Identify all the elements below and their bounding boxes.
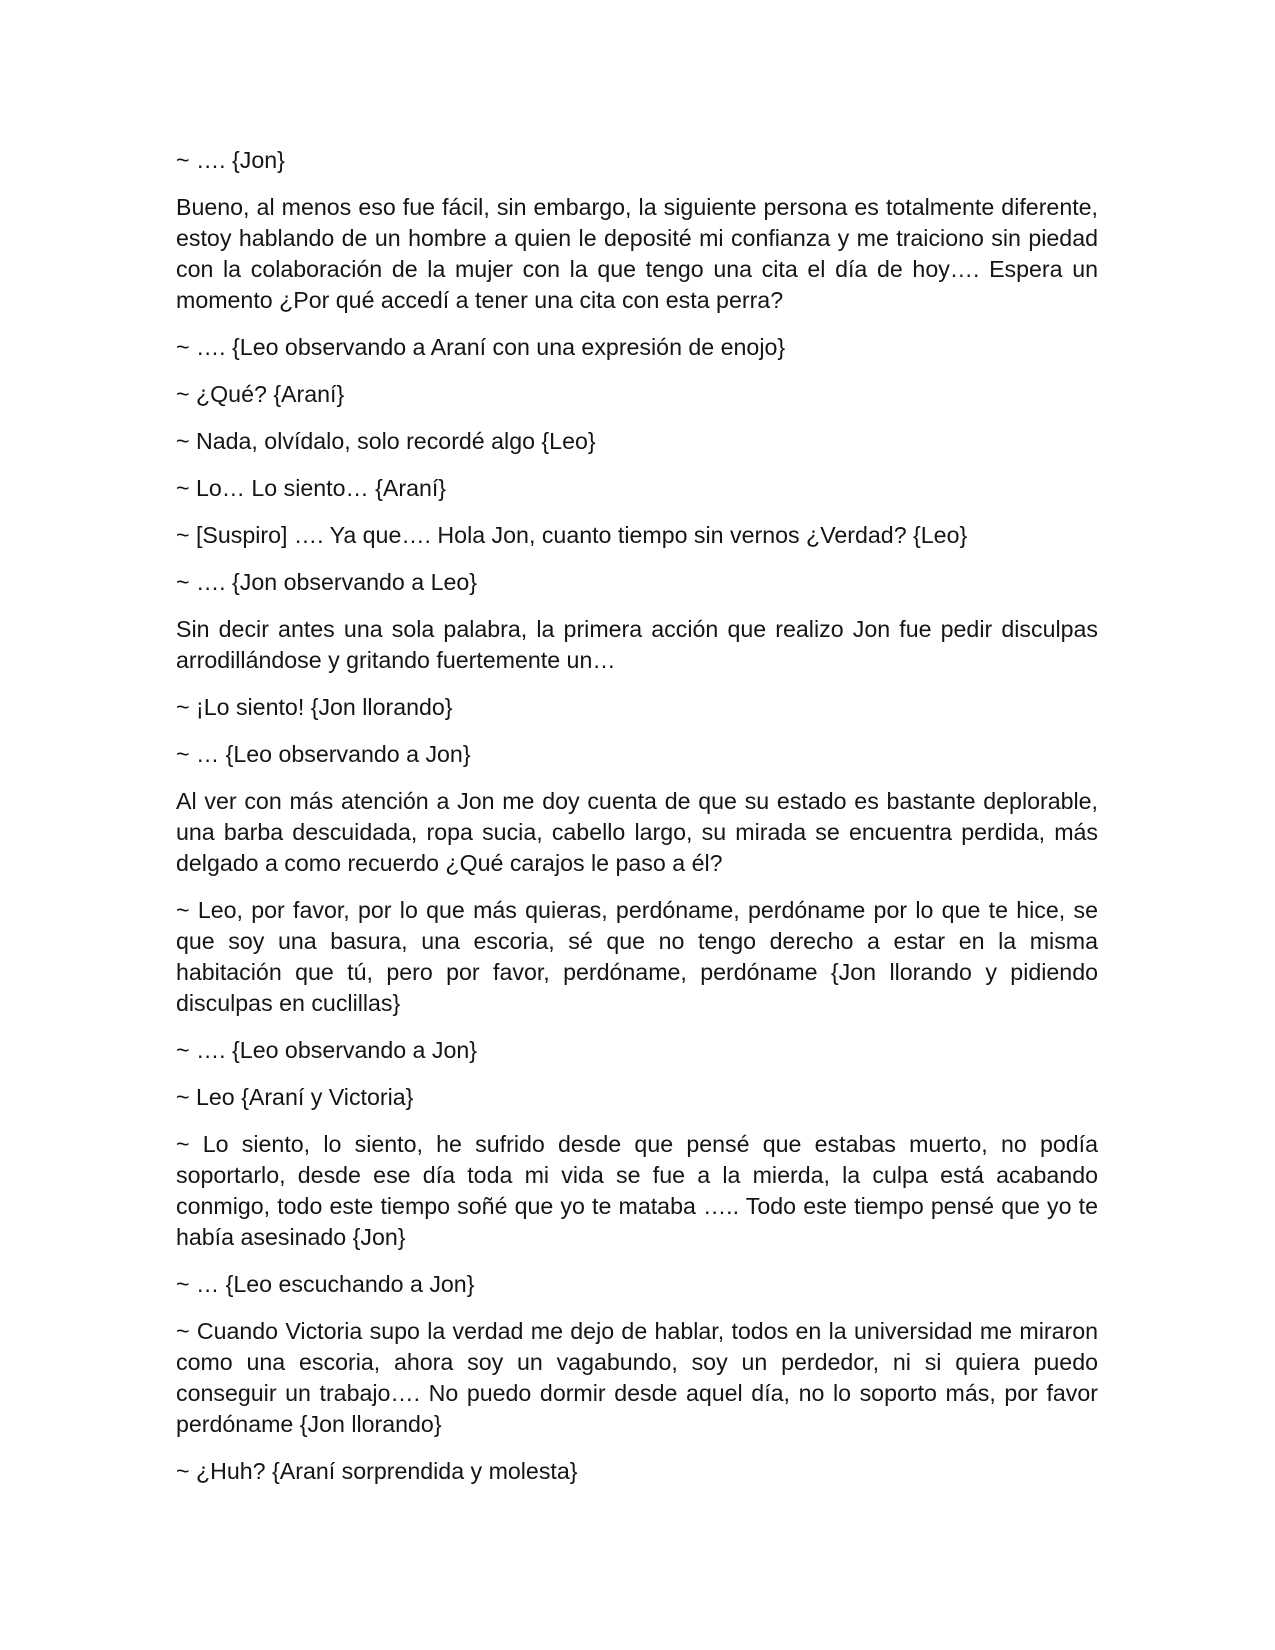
- dialogue-line: ~ …. {Jon}: [176, 147, 285, 173]
- dialogue-line: ~ …. {Jon observando a Leo}: [176, 569, 478, 595]
- dialogue-line: ~ Nada, olvídalo, solo recordé algo {Leo}: [176, 428, 596, 454]
- narration-paragraph: Sin decir antes una sola palabra, la primera acción que realizo Jon fue pedir disculpas arrodillándose y gritando fuertemente un…: [176, 616, 1098, 673]
- dialogue-line: ~ … {Leo observando a Jon}: [176, 741, 471, 767]
- narration-paragraph: Bueno, al menos eso fue fácil, sin embargo, la siguiente persona es totalmente diferente, estoy hablando de un hombre a quien le deposité mi confianza y me traiciono sin piedad con la colaboración de la mujer con la que tengo una cita el día de hoy…. Espera un momento ¿Por qué accedí a tener una cita con esta perra?: [176, 194, 1098, 313]
- narration-paragraph: Al ver con más atención a Jon me doy cuenta de que su estado es bastante deplorable, una barba descuidada, ropa sucia, cabello largo, su mirada se encuentra perdida, más delgado a como recuerdo ¿Qué carajos le paso a él?: [176, 788, 1098, 876]
- dialogue-paragraph: ~ Lo siento, lo siento, he sufrido desde que pensé que estabas muerto, no podía soportarlo, desde ese día toda mi vida se fue a la mierda, la culpa está acabando conmigo, todo este tiempo soñé que yo te mataba ….. Todo este tiempo pensé que yo te había asesinado {Jon}: [176, 1131, 1098, 1250]
- dialogue-line: ~ Lo… Lo siento… {Araní}: [176, 475, 447, 501]
- dialogue-paragraph: ~ Leo, por favor, por lo que más quieras, perdóname, perdóname por lo que te hice, se que soy una basura, una escoria, sé que no tengo derecho a estar en la misma habitación que tú, pero por favor, perdóname, perdóname {Jon llorando y pidiendo disculpas en cuclillas}: [176, 897, 1098, 1016]
- dialogue-paragraph: ~ Cuando Victoria supo la verdad me dejo de hablar, todos en la universidad me miraron como una escoria, ahora soy un vagabundo, soy un perdedor, ni si quiera puedo conseguir un trabajo…. No puedo dormir desde aquel día, no lo soporto más, por favor perdóname {Jon llorando}: [176, 1318, 1098, 1437]
- dialogue-line: ~ …. {Leo observando a Araní con una expresión de enojo}: [176, 334, 786, 360]
- document-body: [176, 145, 1098, 1503]
- dialogue-line: ~ Leo {Araní y Victoria}: [176, 1084, 414, 1110]
- dialogue-line: ~ ¡Lo siento! {Jon llorando}: [176, 694, 453, 720]
- dialogue-line: ~ ¿Huh? {Araní sorprendida y molesta}: [176, 1458, 578, 1484]
- dialogue-line: ~ [Suspiro] …. Ya que…. Hola Jon, cuanto tiempo sin vernos ¿Verdad? {Leo}: [176, 522, 968, 548]
- dialogue-line: ~ …. {Leo observando a Jon}: [176, 1037, 478, 1063]
- dialogue-line: ~ … {Leo escuchando a Jon}: [176, 1271, 475, 1297]
- dialogue-line: ~ ¿Qué? {Araní}: [176, 381, 345, 407]
